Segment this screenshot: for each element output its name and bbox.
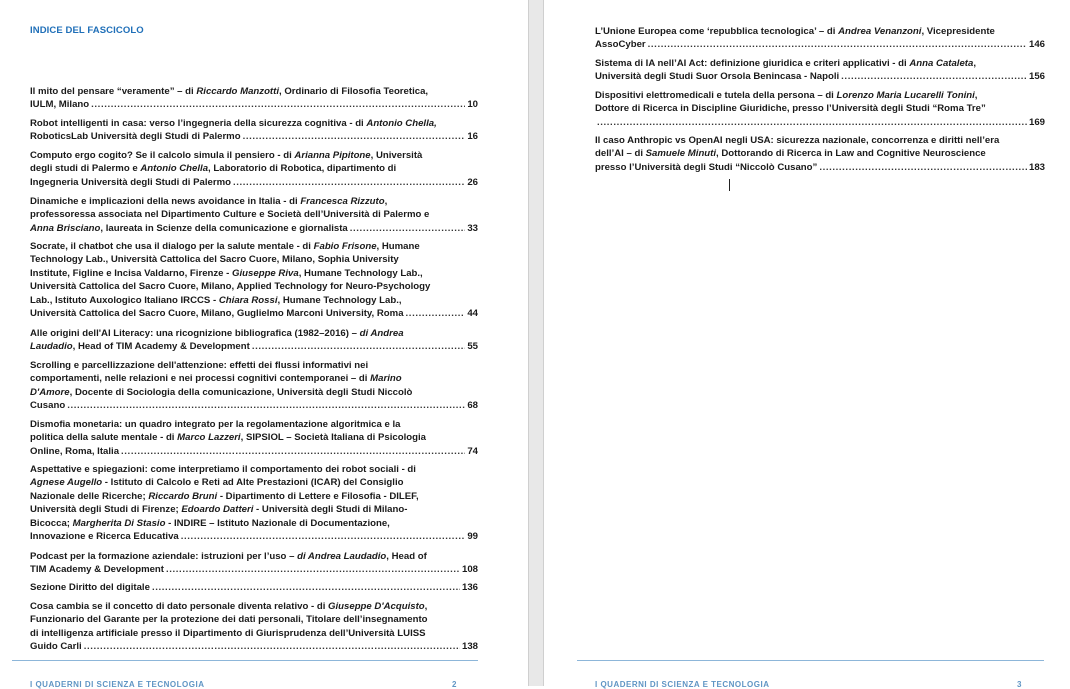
page-number: 156	[1028, 71, 1045, 83]
toc-entry[interactable]: Dismofia monetaria: un quadro integrato per la regolamentazione algoritmica e la politica della salute mentale - di Marco Lazzeri, SIPSIOL – Società Italiana di Psicologia Online, Roma, Italia ..... 74	[30, 418, 478, 458]
page-number: 44	[467, 308, 478, 320]
page-number: 136	[461, 582, 478, 593]
page-number: 68	[467, 400, 478, 412]
toc-entry[interactable]: Computo ergo cogito? Se il calcolo simula il pensiero - di Arianna Pipitone, Università degli studi di Palermo e Antonio Chella, Laboratorio di Robotica, dipartimento di Ingegneria Università degli Studi di Palermo ..... 26	[30, 149, 478, 189]
dot-leader	[841, 70, 1027, 83]
page-number: 26	[467, 176, 478, 188]
dot-leader	[121, 445, 465, 458]
dot-leader	[152, 581, 460, 594]
toc-entry[interactable]: Il caso Anthropic vs OpenAI negli USA: sicurezza nazionale, concorrenza e diritti nell’era dell’AI – di Samuele Minuti, Dottorando di Ricerca in Law and Cognitive Neuroscience presso l’Università degli Studi “Niccolò Cusano” ..... 183	[595, 134, 1045, 174]
toc-entry[interactable]: L’Unione Europea come ‘repubblica tecnologica’ – di Andrea Venanzoni, Vicepresidente AssoCyber ..... 146	[595, 25, 1045, 52]
dot-leader	[233, 176, 465, 189]
page-number: 74	[467, 445, 478, 457]
toc-entry[interactable]: Sezione Diritto del digitale ..... 136	[30, 581, 478, 594]
page-number: 108	[461, 564, 478, 576]
page-number: 55	[467, 341, 478, 353]
toc-heading: INDICE DEL FASCICOLO	[30, 25, 144, 36]
footer-title: I QUADERNI DI SCIENZA E TECNOLOGIA	[595, 680, 770, 689]
page-number: 138	[461, 641, 478, 653]
dot-leader	[166, 563, 460, 576]
toc-entry[interactable]: Scrolling e parcellizzazione dell'attenzione: effetti dei flussi informativi nei comportamenti, nelle relazioni e nei processi cognitivi contemporanei – di Marino D'Amore, Docente di Sociologia della comunicazione, Università degli Studi Niccolò Cusano ..... 68	[30, 359, 478, 413]
page-number: 99	[467, 531, 478, 543]
dot-leader	[84, 640, 460, 653]
page-gutter	[528, 0, 544, 686]
dot-leader	[819, 161, 1027, 174]
toc-entry[interactable]: Aspettative e spiegazioni: come interpretiamo il comportamento dei robot sociali - di Agnese Augello - Istituto di Calcolo e Reti ad Alte Prestazioni (ICAR) del Consiglio Nazionale delle Ricerche; Riccardo Bruni - Dipartimento di Lettere e Filosofia - DILEF, Università degli Studi di Firenze; Edoardo Datteri - Università degli Studi di Milano- Bicocca; Margherita Di Stasio - INDIRE – Istituto Nazionale di Documentazione, Innovazione e Ricerca Educativa ..... 99	[30, 463, 478, 543]
footer-page-number: 2	[452, 680, 457, 689]
footer-rule	[577, 660, 1044, 661]
dot-leader	[91, 98, 465, 111]
page-number: 10	[467, 99, 478, 111]
dot-leader	[252, 340, 466, 353]
toc-entry[interactable]: Cosa cambia se il concetto di dato personale diventa relativo - di Giuseppe D'Acquisto, Funzionario del Garante per la protezione dei dati personali, Titolare dell’insegnamento di intelligenza artificiale presso il Dipartimento di Giurisprudenza dell’Università LUISS Guido Carli ..... 138	[30, 600, 478, 654]
toc-entry[interactable]: Sistema di IA nell’AI Act: definizione giuridica e criteri applicativi - di Anna Cataleta, Università degli Studi Suor Orsola Benincasa - Napoli ..... 156	[595, 57, 1045, 84]
dot-leader	[350, 222, 466, 235]
toc-entry[interactable]: Socrate, il chatbot che usa il dialogo per la salute mentale - di Fabio Frisone, Humane Technology Lab., Università Cattolica del Sacro Cuore, Milano, Sophia University Institute, Figline e Incisa Valdarno, Firenze - Giuseppe Riva, Humane Technology Lab., Università Cattolica del Sacro Cuore, Milano, Applied Technology for Neuro-Psychology Lab., Istituto Auxologico Italiano IRCCS - Chiara Rossi, Humane Technology Lab., Università Cattolica del Sacro Cuore, Milano, Guglielmo Marconi University, Roma ..... 44	[30, 240, 478, 320]
left-page	[0, 0, 528, 689]
right-page	[543, 0, 1070, 689]
dot-leader	[67, 399, 465, 412]
dot-leader	[597, 116, 1027, 129]
footer-rule	[12, 660, 478, 661]
page-number: 33	[467, 222, 478, 234]
toc-entry[interactable]: Dispositivi elettromedicali e tutela della persona – di Lorenzo Maria Lucarelli Tonini, Dottore di Ricerca in Discipline Giuridiche, presso l’Università degli Studi “Roma Tre” ..... 169	[595, 89, 1045, 129]
toc-entry[interactable]: Podcast per la formazione aziendale: istruzioni per l’uso – di Andrea Laudadio, Head of TIM Academy & Development ..... 108	[30, 550, 478, 577]
page-number: 146	[1028, 39, 1045, 51]
toc-entry[interactable]: Dinamiche e implicazioni della news avoidance in Italia - di Francesca Rizzuto, professoressa associata nel Dipartimento Culture e Società dell’Università di Palermo e Anna Brisciano, laureata in Scienze della comunicazione e giornalista ..... 33	[30, 195, 478, 235]
footer-title: I QUADERNI DI SCIENZA E TECNOLOGIA	[30, 680, 205, 689]
page-number: 183	[1028, 161, 1045, 173]
dot-leader	[648, 38, 1027, 51]
dot-leader	[181, 530, 466, 543]
footer-page-number: 3	[1017, 680, 1022, 689]
toc-entry[interactable]: Alle origini dell'AI Literacy: una ricognizione bibliografica (1982–2016) – di Andrea Laudadio, Head of TIM Academy & Development ..... 55	[30, 327, 478, 354]
page-number: 16	[467, 131, 478, 143]
toc-entry[interactable]: Il mito del pensare “veramente” – di Riccardo Manzotti, Ordinario di Filosofia Teoretica, IULM, Milano ..... 10	[30, 85, 478, 112]
text-cursor	[729, 179, 730, 191]
dot-leader	[406, 307, 466, 320]
dot-leader	[243, 130, 466, 143]
page-number: 169	[1028, 116, 1045, 128]
toc-entry[interactable]: Robot intelligenti in casa: verso l’ingegneria della sicurezza cognitiva - di Antonio Chella, RoboticsLab Università degli Studi di Palermo ..... 16	[30, 117, 478, 144]
